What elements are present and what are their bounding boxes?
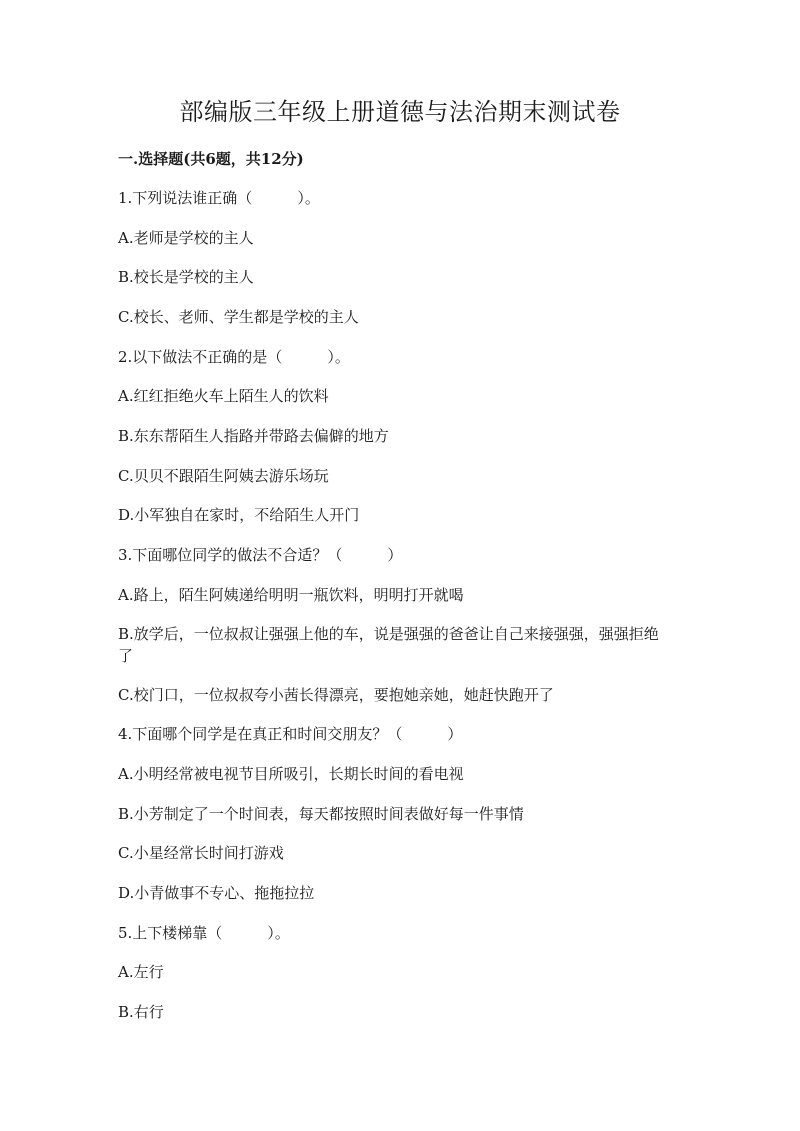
question-3-option-c: C.校门口，一位叔叔夸小茜长得漂亮，要抱她亲她，她赶快跑开了: [118, 686, 554, 704]
question-2-stem: 2.以下做法不正确的是（ ）。: [118, 348, 350, 366]
question-5-stem: 5.上下楼梯靠（ ）。: [118, 924, 290, 942]
question-3-stem: 3.下面哪位同学的做法不合适？（ ）: [118, 546, 403, 564]
question-1-stem: 1.下列说法谁正确（ ）。: [118, 189, 320, 207]
question-1-option-c: C.校长、老师、学生都是学校的主人: [118, 308, 359, 326]
question-5-option-a: A.左行: [118, 963, 164, 981]
question-4-option-d: D.小青做事不专心、拖拖拉拉: [118, 884, 315, 902]
question-2-option-b: B.东东帮陌生人指路并带路去偏僻的地方: [118, 427, 389, 445]
question-3-option-b: B.放学后，一位叔叔让强强上他的车，说是强强的爸爸让自己来接强强，强强拒绝了: [118, 625, 659, 665]
exam-title: 部编版三年级上册道德与法治期末测试卷: [179, 98, 621, 126]
question-1-option-a: A.老师是学校的主人: [118, 229, 254, 247]
question-2-option-a: A.红红拒绝火车上陌生人的饮料: [118, 387, 329, 405]
section-heading: 一.选择题(共6题，共12分): [118, 150, 304, 168]
question-3-option-a: A.路上，陌生阿姨递给明明一瓶饮料，明明打开就喝: [118, 586, 464, 604]
question-4-option-a: A.小明经常被电视节目所吸引，长期长时间的看电视: [118, 765, 464, 783]
question-2-option-d: D.小军独自在家时，不给陌生人开门: [118, 506, 360, 524]
question-2-option-c: C.贝贝不跟陌生阿姨去游乐场玩: [118, 467, 329, 485]
question-1-option-b: B.校长是学校的主人: [118, 268, 254, 286]
question-4-option-b: B.小芳制定了一个时间表，每天都按照时间表做好每一件事情: [118, 805, 524, 823]
question-4-stem: 4.下面哪个同学是在真正和时间交朋友？（ ）: [118, 725, 463, 743]
question-4-option-c: C.小星经常长时间打游戏: [118, 844, 284, 862]
question-5-option-b: B.右行: [118, 1003, 164, 1021]
